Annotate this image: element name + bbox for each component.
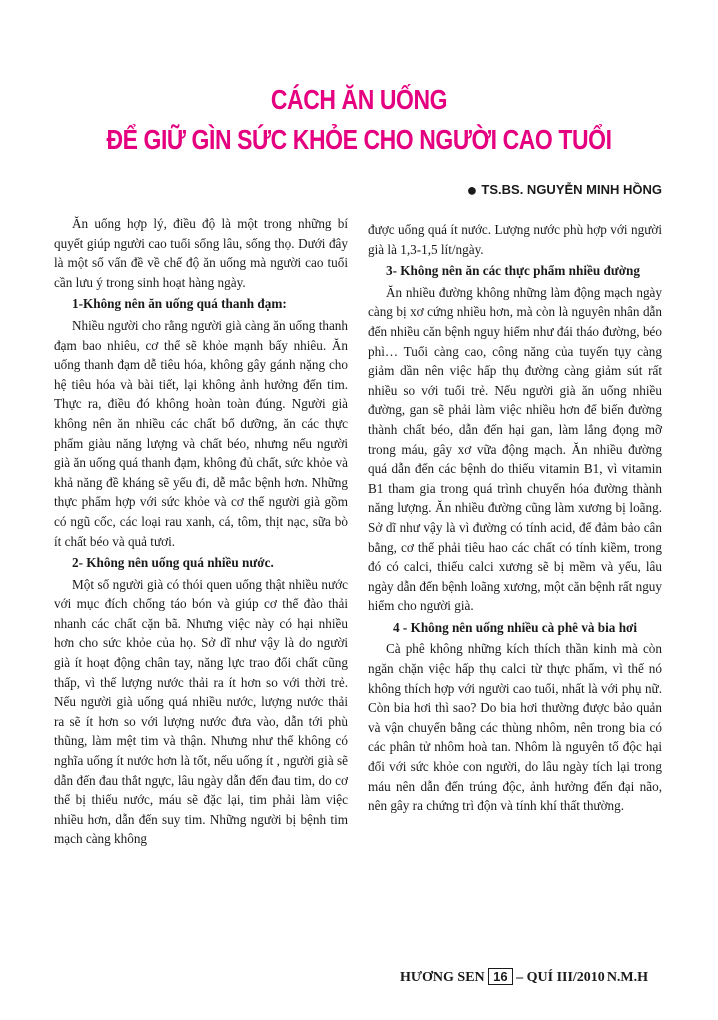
author-initials: N.M.H xyxy=(606,970,649,985)
section-heading: 3- Không nên ăn các thực phẩm nhiều đường xyxy=(386,263,640,279)
bullet-icon: ● xyxy=(466,180,478,200)
issue-label: – QUÍ III/2010 xyxy=(516,970,605,985)
author-name: TS.BS. NGUYỄN MINH HỒNG xyxy=(481,182,662,197)
paragraph: Một số người già có thói quen uống thật nhiều nước với mục đích chống táo bón và giúp cơ thể đào thải nhanh các chất cặn bã. Nhưng việc này có hại nhiều hơn cho sức khỏe của họ. Sở dĩ như vậy là do người già ít hoạt động chân tay, năng lực trao đổi chất cũng thấp, vì thế lượng nước thải ra ít hơn so với thời trẻ. Nếu người già uống quá nhiều nước, lượng nước thải ra sẽ ít hơn so với lượng nước đưa vào, dẫn tới phù thũng, làm mệt tim và thận. Nhưng như thế không có nghĩa uống ít nước hơn là tốt, nếu uống ít , người già sẽ dẫn đến đau thắt ngực, lâu ngày dẫn đến đau tim, do cơ thể bị thiếu nước, máu sẽ đặc lại, tim phải làm việc nhiều hơn, dẫn đến suy tim. Những người bị bệnh tim mạch càng không xyxy=(54,576,348,847)
page-footer xyxy=(400,968,648,986)
paragraph: được uống quá ít nước. Lượng nước phù hợp với người già là 1,3-1,5 lít/ngày. xyxy=(368,222,662,257)
section-heading: 4 - Không nên uống nhiều cà phê và bia hơi xyxy=(392,619,637,635)
paragraph: Ăn nhiều đường không những làm động mạch ngày càng bị xơ cứng nhiều hơn, mà còn là nguyên nhân dẫn đến nhiều căn bệnh nguy hiểm như đái tháo đường, béo phì… Tuổi càng cao, công năng của tuyến tụy càng giảm dần nên việc hấp thụ đường càng giảm sút rất nhiều so với tuổi trẻ. Nếu người già ăn uống nhiều đường, gan sẽ phải làm việc nhiều hơn để biến đường thành chất béo, dẫn đến hại gan, làm lắng đọng mỡ trong máu, gây xơ vữa động mạch. Ăn nhiều đường quá dẫn đến các bệnh do thiếu vitamin B1, vì vitamin B1 tham gia trong quá trình chuyển hóa đường thành năng lượng. Ăn nhiều đường cũng làm xương bị loãng. Sở dĩ như vậy là vì đường có tính acid, để đảm bảo cân bằng, cơ thể phải tiêu hao các chất có tính kiềm, trong đó có calci, thiếu calci xương sẽ bị mềm và yếu, lâu ngày dẫn đến bệnh loãng xương, một căn bệnh rất nguy hiểm cho người già. xyxy=(368,284,662,614)
author-byline xyxy=(467,180,662,201)
page-number: 16 xyxy=(488,968,512,985)
article-title-line-2: ĐỂ GIỮ GÌN SỨC KHỎE CHO NGƯỜI CAO TUỔI xyxy=(106,124,612,155)
magazine-name: HƯƠNG SEN xyxy=(400,970,485,985)
paragraph: Cà phê không những kích thích thần kinh mà còn ngăn chặn việc hấp thụ calci từ thực phẩm, vì thế nó không thích hợp với người cao tuổi, nhất là với phụ nữ. Còn bia hơi thì sao? Do bia hơi thường được bảo quản và vận chuyển bằng các thùng nhôm, nên trong bia có các phân tử nhôm hoà tan. Nhôm là nguyên tố độc hại đối với sức khỏe con người, do lâu ngày tích lại trong máu nên dẫn đến trúng độc, ảnh hưởng đến đại não, nên gây ra chứng trì độn và tính khí thất thường. xyxy=(368,641,662,814)
article-title-line-1: CÁCH ĂN UỐNG xyxy=(270,84,448,115)
left-column xyxy=(54,214,348,849)
paragraph: Ăn uống hợp lý, điều độ là một trong những bí quyết giúp người cao tuổi sống lâu, sống thọ. Dưới đây là một số vấn đề về chế độ ăn uống mà người cao tuổi cần lưu ý trong sinh hoạt hàng ngày. xyxy=(54,216,348,290)
section-heading: 2- Không nên uống quá nhiều nước. xyxy=(72,555,274,571)
paragraph: Nhiều người cho rằng người già càng ăn uống thanh đạm bao nhiêu, cơ thể sẽ khỏe mạnh bấy nhiêu. Ăn uống thanh đạm dễ tiêu hóa, không gây gánh nặng cho hệ tiêu hóa và bài tiết, lại không ảnh hưởng đến tim. Thực ra, điều đó không hoàn toàn đúng. Người già không nên ăn nhiều các chất bổ dưỡng, ăn các thực phẩm giàu năng lượng và chất béo, nhưng nếu người già ăn uống quá thanh đạm, không đủ chất, sức khỏe và khả năng đề kháng sẽ yếu đi, dễ mắc bệnh hơn. Những thực phẩm hợp với sức khỏe và cơ thể người già gồm có ngũ cốc, các loại rau xanh, cá, tôm, thịt nạc, sữa bò ít chất béo và quả tươi. xyxy=(54,317,348,549)
right-column xyxy=(368,220,662,816)
section-heading: 1-Không nên ăn uống quá thanh đạm: xyxy=(72,296,287,312)
